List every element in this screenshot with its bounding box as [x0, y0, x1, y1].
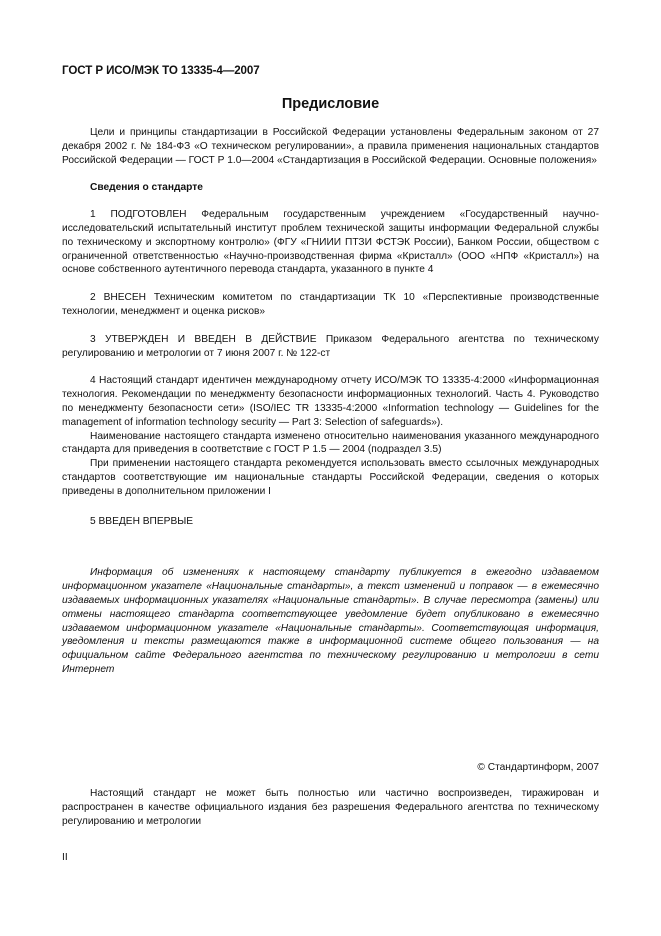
item-first-time: 5 ВВЕДЕН ВПЕРВЫЕ: [90, 515, 194, 527]
intro-paragraph: Цели и принципы стандартизации в Российской Федерации установлены Федеральным законом от 27 декабря 2002 г. № 184-ФЗ «О техническом регулировании», а правила применения национальных стандартов Российской Федерации — ГОСТ Р 1.0—2004 «Стандартизация в Российской Федерации. Основные положения»: [62, 127, 599, 166]
preface-content: [62, 126, 599, 677]
item-prepared: 1 ПОДГОТОВЛЕН Федеральным государственным учреждением «Государственный научно-исследовательский испытательный институт проблем технической защиты информации Федеральной службы по техническому и экспортному контролю» (ФГУ «ГНИИИ ПТЗИ ФСТЭК России), Банком России, обществом с ограниченной ответственностью «Научно-производственная фирма «Кристалл» (ООО «НПФ «Кристалл») на основе собственного аутентичного перевода стандарта, указанного в пункте 4: [62, 209, 599, 276]
item-references: При применении настоящего стандарта рекомендуется использовать вместо ссылочных международных стандартов соответствующие им национальные стандарты Российской Федерации, сведения о которых приведены в дополнительном приложении I: [62, 458, 599, 497]
standard-code-header: ГОСТ Р ИСО/МЭК ТО 13335-4—2007: [62, 64, 260, 77]
page-title: Предисловие: [281, 96, 380, 112]
item-approved: 3 УТВЕРЖДЕН И ВВЕДЕН В ДЕЙСТВИЕ Приказом Федерального агентства по техническому регулированию и метрологии от 7 июня 2007 г. № 122-ст: [62, 333, 599, 359]
item-identical: 4 Настоящий стандарт идентичен международному отчету ИСО/МЭК ТО 13335-4:2000 «Информационная технология. Рекомендации по менеджменту безопасности информационных технологий. Часть 4. Руководство по менеджменту безопасности сети» (ISO/IEC TR 13335-4:2000 «Information technology — Guidelines for the management of information technology security — Part 3: Selection of safeguards»).: [62, 375, 599, 428]
change-notice: Информация об изменениях к настоящему стандарту публикуется в ежегодно издаваемом информационном указателе «Национальные стандарты», а текст изменений и поправок — в ежемесячно издаваемых информационных указателях «Национальные стандарты». В случае пересмотра (замены) или отмены настоящего стандарта соответствующее уведомление будет опубликовано в ежемесячно издаваемом информационном указателе «Национальные стандарты». Соответствующая информация, уведомления и тексты размещаются также в информационной системе общего пользования — на официальном сайте Федерального агентства по техническому регулированию и метрологии в сети Интернет: [62, 567, 599, 675]
item-name-change: Наименование настоящего стандарта изменено относительно наименования указанного международного стандарта для приведения в соответствие с ГОСТ Р 1.5 — 2004 (подраздел 3.5): [62, 430, 599, 456]
item-introduced: 2 ВНЕСЕН Техническим комитетом по стандартизации ТК 10 «Перспективные производственные технологии, менеджмент и оценка рисков»: [62, 292, 599, 317]
info-heading: Сведения о стандарте: [90, 182, 203, 194]
reproduction-notice: Настоящий стандарт не может быть полностью или частично воспроизведен, тиражирован и распространен в качестве официального издания без разрешения Федерального агентства по техническому регулированию и метрологии: [62, 788, 599, 827]
copyright-line: © Стандартинформ, 2007: [477, 762, 599, 773]
page-number: II: [62, 852, 68, 863]
